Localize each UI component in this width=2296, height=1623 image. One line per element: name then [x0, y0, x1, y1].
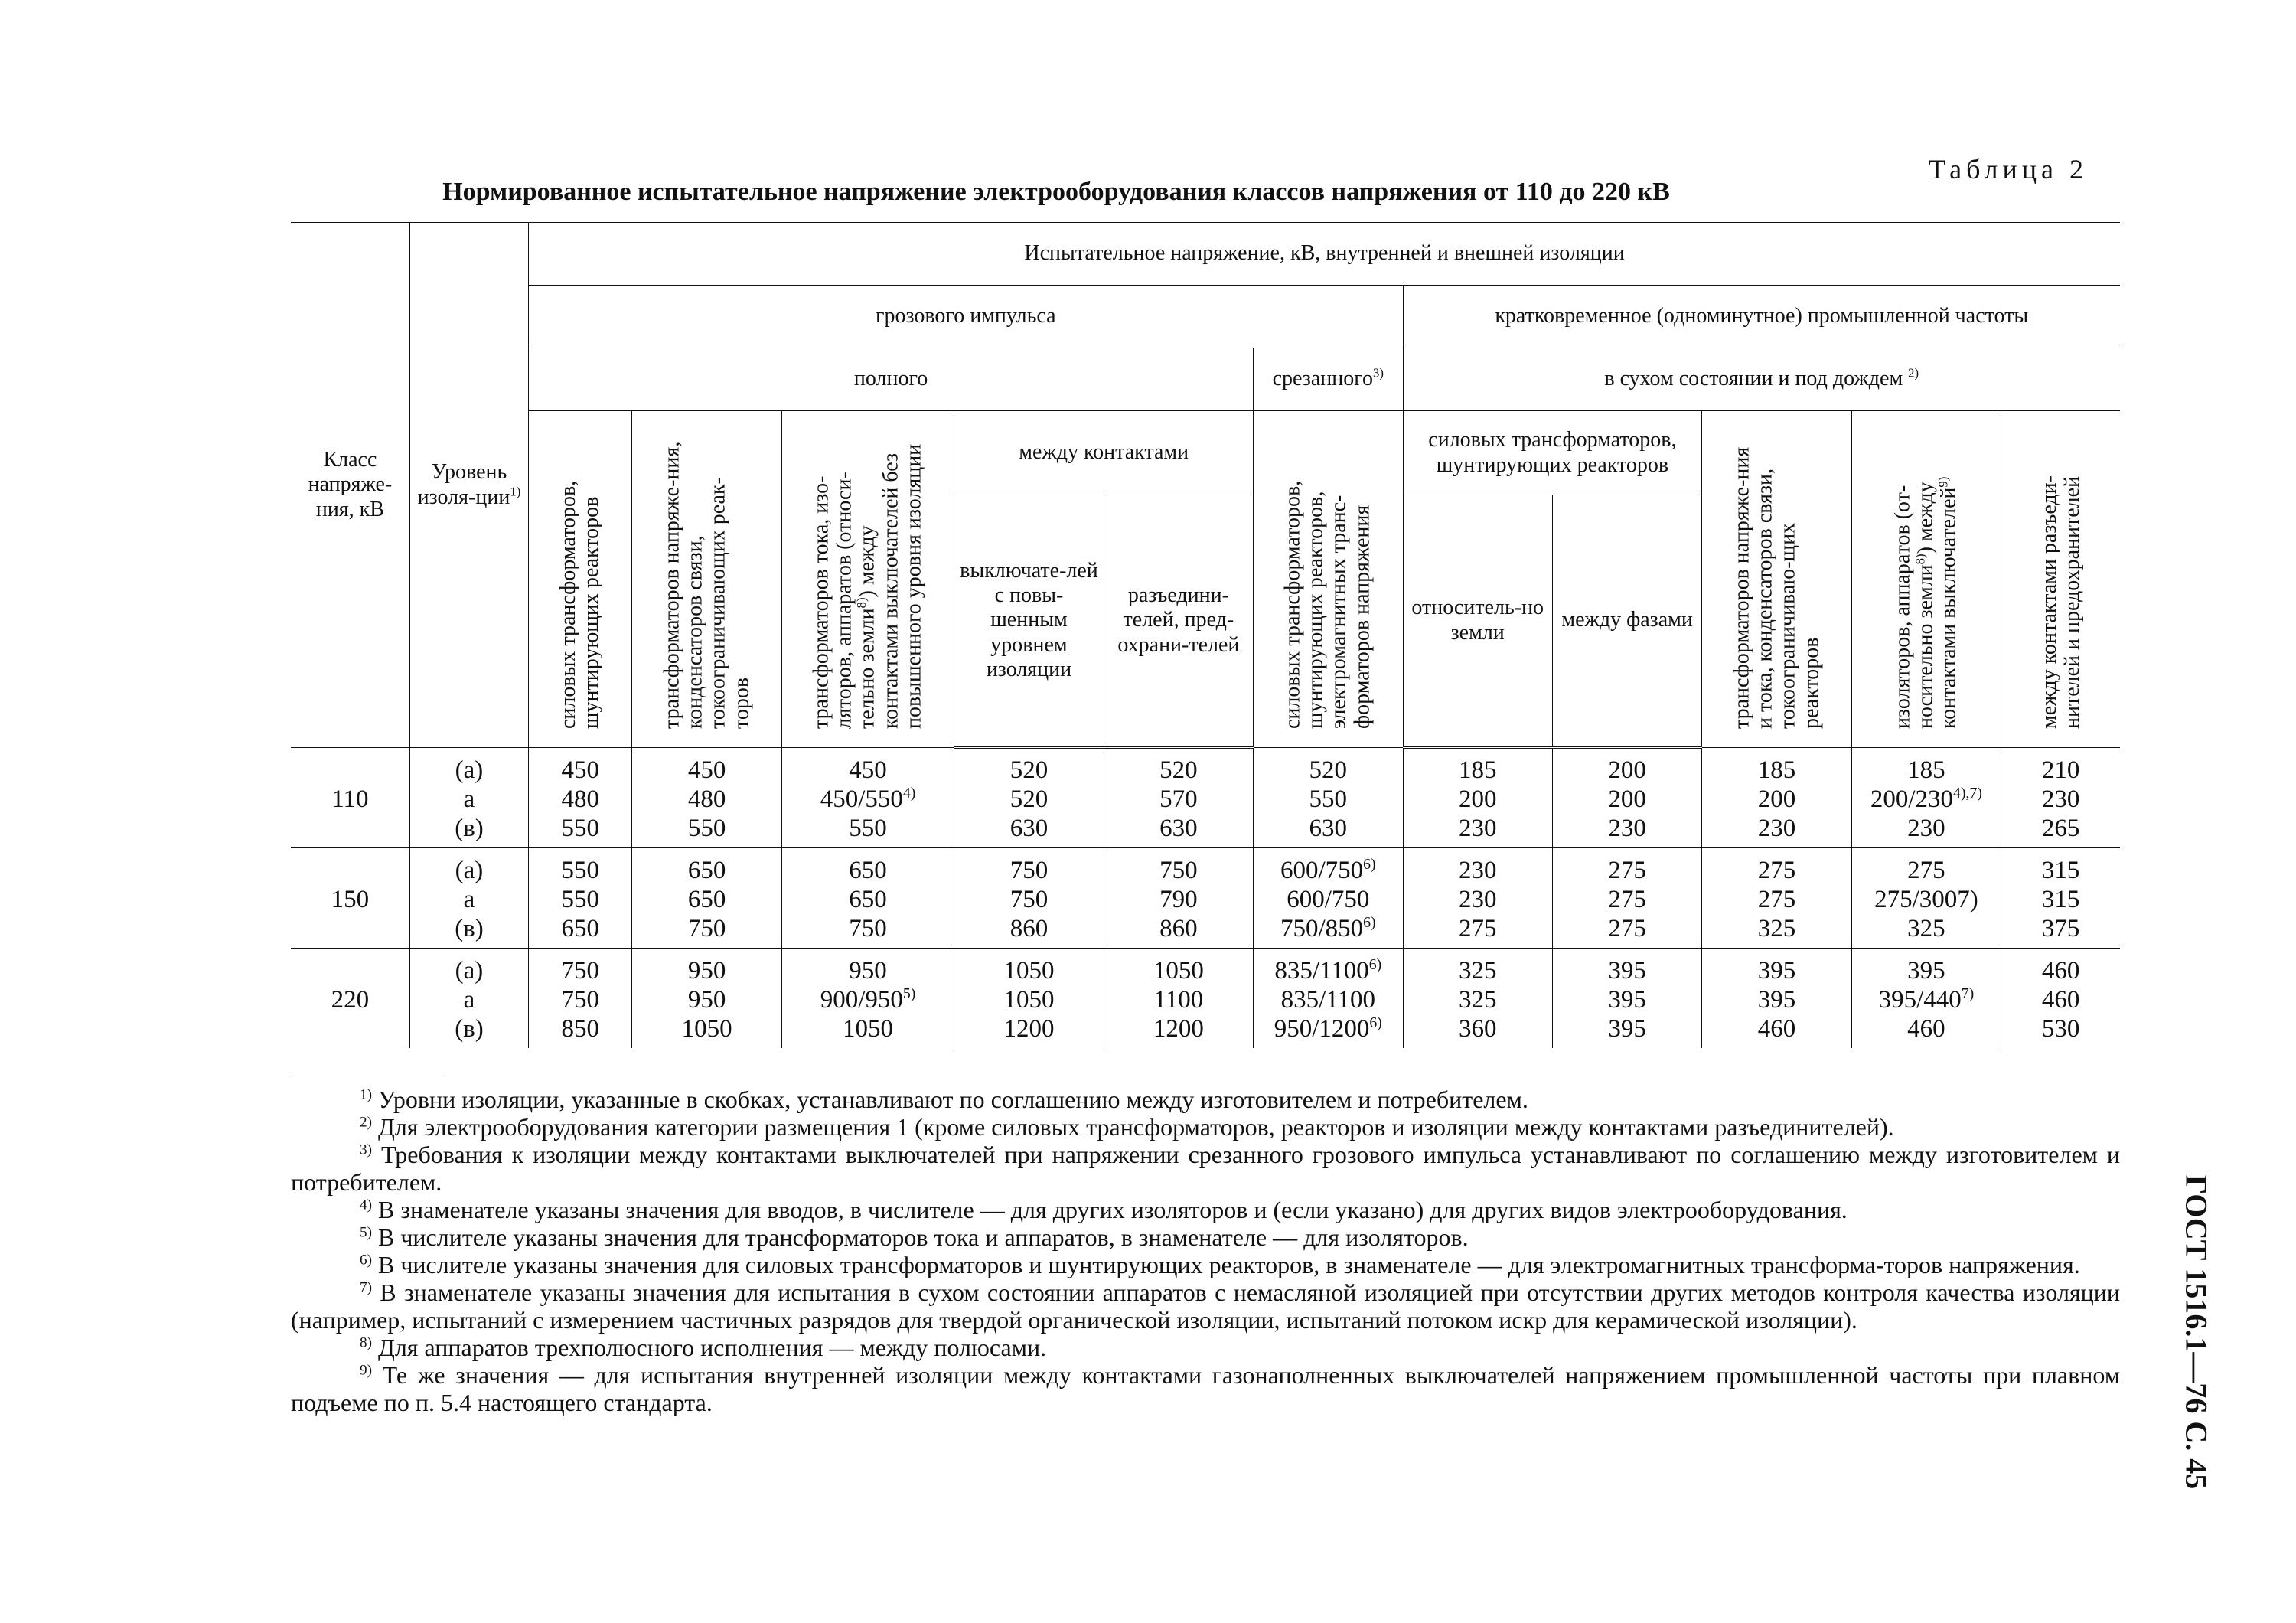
cell-value: 550: [561, 814, 600, 842]
cell-value: 480: [687, 785, 726, 813]
cell-value: 395: [1907, 956, 1945, 985]
cell-value: 750: [561, 985, 600, 1014]
cell-value: 750: [1159, 856, 1198, 884]
cell-value: 210: [2041, 756, 2080, 784]
value-cell: [632, 748, 781, 848]
cell-value: 325: [1757, 914, 1796, 942]
cell-value: 550: [687, 814, 726, 842]
cell-value: 200: [1757, 785, 1796, 813]
value-cell: [1851, 847, 2001, 948]
value-cell: [1702, 948, 1851, 1048]
row-levels: [409, 948, 528, 1048]
header-col-tr-toka: трансформаторов тока, изо-ляторов, аппаратов (относи-тельно земли$^{8)}$) между контактами выключателей без повышенного уровня изоляции: [781, 411, 954, 748]
cell-value: 275: [1608, 914, 1646, 942]
header-col-izolyatorov: изоляторов, аппаратов (от-носительно земли$^{8)}$) между контактами выключателей$^{9)}$: [1851, 411, 2001, 748]
value-cell: [2001, 948, 2120, 1048]
cell-value: 1200: [1003, 1014, 1055, 1043]
cell-value: 230: [1458, 885, 1497, 913]
value-cell: [954, 748, 1104, 848]
footnote: $^{6)}$ В числителе указаны значения для силовых трансформаторов и шунтирующих реакторов, в знаменателе — для электромагнитных трансформа-торов напряжения.: [360, 1251, 2080, 1278]
value-cell: [954, 948, 1104, 1048]
cell-value: 450: [687, 756, 726, 784]
header-col-silovyh: силовых трансформаторов, шунтирующих реакторов: [529, 411, 632, 748]
level-value: (в): [455, 914, 484, 942]
value-cell: [1851, 948, 2001, 1048]
cell-value: 460: [1907, 1014, 1945, 1043]
header-polnogo: полного: [529, 348, 1254, 411]
cell-value: 460: [2041, 956, 2080, 985]
row-klass: 110: [291, 748, 409, 848]
row-klass: 150: [291, 847, 409, 948]
cell-value: 790: [1159, 885, 1198, 913]
footnote: $^{2)}$ Для электрооборудования категории размещения 1 (кроме силовых трансформаторов, реакторов и изоляции между контактами разъединителей).: [360, 1113, 1894, 1141]
cell-value: 325: [1907, 914, 1945, 942]
level-value: (а): [455, 956, 484, 985]
header-kratko: кратковременное (одноминутное) промышленной частоты: [1403, 286, 2120, 348]
cell-value: 750: [687, 914, 726, 942]
cell-value: 185: [1757, 756, 1796, 784]
cell-value: 360: [1458, 1014, 1497, 1043]
level-value: а: [463, 985, 475, 1014]
cell-value: 450: [561, 756, 600, 784]
header-silovyh-suhom: силовых трансформаторов, шунтирующих реакторов: [1403, 411, 1702, 495]
footnote: $^{3)}$ Требования к изоляции между контактами выключателей при напряжении срезанного грозового импульса устанавливают по соглашению между изготовителем и потребителем.: [291, 1141, 2120, 1196]
value-cell: [1552, 948, 1701, 1048]
cell-value: 1050: [843, 1014, 894, 1043]
value-cell: [781, 748, 954, 848]
cell-value: 275: [1757, 856, 1796, 884]
cell-value: 230: [1458, 856, 1497, 884]
header-col-mezhdu-fazami: между фазами: [1552, 495, 1701, 748]
value-cell: [954, 847, 1104, 948]
cell-value: 835/1100$^{6)}$: [1274, 955, 1382, 985]
value-cell: [529, 948, 632, 1048]
cell-value: 570: [1159, 785, 1198, 813]
cell-value: 315: [2041, 885, 2080, 913]
cell-value: 860: [1009, 914, 1049, 942]
cell-value: 950: [687, 985, 726, 1014]
value-cell: [1552, 847, 1701, 948]
cell-value: 520: [1009, 785, 1049, 813]
value-cell: [1104, 847, 1253, 948]
cell-value: 1050: [1153, 956, 1204, 985]
cell-value: 275: [1757, 885, 1796, 913]
footnote: $^{8)}$ Для аппаратов трехполюсного исполнения — между полюсами.: [360, 1334, 1047, 1361]
value-cell: [1403, 847, 1552, 948]
cell-value: 750/850$^{6)}$: [1280, 913, 1376, 942]
cell-value: 900/950$^{5)}$: [820, 985, 916, 1014]
cell-value: 325: [1458, 956, 1497, 985]
value-cell: [1552, 748, 1701, 848]
header-ispyt: Испытательное напряжение, кВ, внутренней и внешней изоляции: [529, 223, 2120, 286]
cell-value: 520: [1159, 756, 1198, 784]
cell-value: 275: [1608, 885, 1646, 913]
cell-value: 835/1100: [1280, 985, 1376, 1014]
value-cell: [1702, 748, 1851, 848]
footnote: $^{9)}$ Те же значения — для испытания внутренней изоляции между контактами газонаполненных выключателей напряжением промышленной частоты при плавном подъеме по п. 5.4 настоящего стандарта.: [291, 1361, 2120, 1416]
cell-value: 550: [561, 885, 600, 913]
cell-value: 375: [2041, 914, 2080, 942]
cell-value: 860: [1159, 914, 1198, 942]
cell-value: 650: [687, 856, 726, 884]
cell-value: 1050: [1003, 956, 1055, 985]
cell-value: 395: [1757, 985, 1796, 1014]
cell-value: $200/230^{4),7)}$: [1870, 784, 1982, 813]
cell-value: 950: [849, 956, 887, 985]
footnote: $^{1)}$ Уровни изоляции, указанные в скобках, устанавливают по соглашению между изготовителем и потребителем.: [360, 1086, 1528, 1113]
cell-value: 200: [1608, 756, 1646, 784]
voltage-table: [291, 222, 2120, 1048]
cell-value: 750: [1009, 856, 1049, 884]
row-levels: [409, 847, 528, 948]
cell-value: 750: [1009, 885, 1049, 913]
cell-value: 550: [1309, 785, 1348, 813]
value-cell: [529, 847, 632, 948]
row-klass: 220: [331, 985, 370, 1014]
level-value: (а): [455, 856, 484, 884]
level-value: (в): [455, 1014, 484, 1043]
cell-value: 520: [1309, 756, 1348, 784]
cell-value: 650: [561, 914, 600, 942]
cell-value: 395: [1608, 985, 1646, 1014]
value-cell: [2001, 748, 2120, 848]
row-levels: [409, 748, 528, 848]
value-cell: [632, 948, 781, 1048]
table-row: [291, 847, 2120, 948]
cell-value: 265: [2041, 814, 2080, 842]
cell-value: 395: [1608, 956, 1646, 985]
cell-value: 200: [1458, 785, 1497, 813]
cell-value: 630: [1159, 814, 1198, 842]
cell-value: 600/750: [1287, 885, 1370, 913]
footnote: $^{5)}$ В числителе указаны значения для трансформаторов тока и аппаратов, в знаменателе — для изоляторов.: [360, 1223, 1469, 1251]
cell-value: 275/3007): [1874, 885, 1978, 913]
cell-value: 185: [1458, 756, 1497, 784]
header-suhom: в сухом состоянии и под дождем $^{2)}$: [1403, 348, 2120, 411]
cell-value: 230: [1757, 814, 1796, 842]
cell-value: 530: [2041, 1014, 2080, 1043]
table-row: [291, 948, 2120, 1048]
header-klass: Класс напряже-ния, кВ: [291, 223, 409, 748]
header-col-otn-zemli: относитель-но земли: [1403, 495, 1552, 748]
cell-value: 200: [1608, 785, 1646, 813]
cell-value: 395: [1757, 956, 1796, 985]
level-value: (а): [455, 756, 484, 784]
table-row: [291, 748, 2120, 848]
cell-value: 650: [849, 885, 887, 913]
value-cell: [1104, 948, 1253, 1048]
cell-value: 460: [2041, 985, 2080, 1014]
cell-value: 450: [849, 756, 887, 784]
cell-value: 275: [1907, 856, 1945, 884]
header-col-tr-napr-toka: трансформаторов напряже-ния и тока, конденсаторов связи, токоограничиваю-щих реакторов: [1702, 411, 1851, 748]
cell-value: 600/750$^{6)}$: [1280, 855, 1376, 884]
level-value: (в): [455, 814, 484, 842]
table-label: Таблица 2: [1929, 154, 2088, 185]
header-col-razedinitelei: между контактами разъеди-нителей и предохранителей: [2001, 411, 2120, 748]
value-cell: [1403, 748, 1552, 848]
page-side-label: ГОСТ 1516.1—76 С. 45: [2179, 1174, 2214, 1490]
cell-value: 480: [561, 785, 600, 813]
cell-value: 650: [687, 885, 726, 913]
cell-value: 650: [849, 856, 887, 884]
cell-value: 230: [2041, 785, 2080, 813]
header-uroven: Уровень изоля-ции$^{1)}$: [409, 223, 528, 748]
value-cell: [1254, 748, 1403, 848]
cell-value: 230: [1608, 814, 1646, 842]
cell-value: 850: [561, 1014, 600, 1043]
level-value: а: [463, 785, 475, 813]
value-cell: [2001, 847, 2120, 948]
header-srez: срезанного$^{3)}$: [1254, 348, 1403, 411]
value-cell: [1254, 948, 1403, 1048]
value-cell: [1254, 847, 1403, 948]
cell-value: 630: [1309, 814, 1348, 842]
cell-value: 230: [1907, 814, 1945, 842]
value-cell: [1104, 748, 1253, 848]
header-mezhdu-kont: между контактами: [954, 411, 1254, 495]
cell-value: 275: [1608, 856, 1646, 884]
cell-value: 750: [849, 914, 887, 942]
value-cell: [1403, 948, 1552, 1048]
level-value: а: [463, 885, 475, 913]
cell-value: 275: [1458, 914, 1497, 942]
cell-value: 315: [2041, 856, 2080, 884]
cell-value: 1100: [1153, 985, 1204, 1014]
cell-value: 230: [1458, 814, 1497, 842]
cell-value: 450/550$^{4)}$: [820, 784, 916, 813]
cell-value: 1050: [1003, 985, 1055, 1014]
header-col-tr-napr: трансформаторов напряже-ния, конденсаторов связи, токоограничивающих реак-торов: [632, 411, 781, 748]
header-col-vykl: выключате-лей с повы-шенным уровнем изоляции: [954, 495, 1104, 748]
cell-value: 325: [1458, 985, 1497, 1014]
header-col-srez-silovyh: силовых трансформаторов, шунтирующих реакторов, электромагнитных транс-форматоров напряжения: [1254, 411, 1403, 748]
cell-value: 520: [1009, 756, 1049, 784]
table-title: Нормированное испытательное напряжение электрооборудования классов напряжения от 110 до 220 кВ: [442, 178, 1670, 206]
cell-value: 630: [1009, 814, 1049, 842]
cell-value: 460: [1757, 1014, 1796, 1043]
value-cell: [529, 748, 632, 848]
cell-value: 950: [687, 956, 726, 985]
footnotes: [291, 1086, 2120, 1416]
value-cell: [1702, 847, 1851, 948]
value-cell: [1851, 748, 2001, 848]
cell-value: 550: [561, 856, 600, 884]
cell-value: 395/440$^{7)}$: [1878, 985, 1975, 1014]
header-col-razed: разъедини-телей, пред-охрани-телей: [1104, 495, 1253, 748]
cell-value: 395: [1608, 1014, 1646, 1043]
cell-value: 185: [1907, 756, 1945, 784]
value-cell: [781, 847, 954, 948]
value-cell: [781, 948, 954, 1048]
footnote: $^{7)}$ В знаменателе указаны значения для испытания в сухом состоянии аппаратов с немасляной изоляцией при отсутствии других методов контроля качества изоляции (например, испытаний с измерением частичных разрядов для твердой органической изоляции, испытаний потоком искр для керамической изоляции).: [291, 1278, 2120, 1334]
cell-value: 950/1200$^{6)}$: [1274, 1014, 1382, 1043]
value-cell: [632, 847, 781, 948]
cell-value: 1050: [681, 1014, 732, 1043]
header-groz: грозового импульса: [529, 286, 1403, 348]
cell-value: 750: [561, 956, 600, 985]
cell-value: 1200: [1153, 1014, 1204, 1043]
cell-value: 550: [849, 814, 887, 842]
footnote: $^{4)}$ В знаменателе указаны значения для вводов, в числителе — для других изоляторов и (если указано) для других видов электрооборудования.: [360, 1196, 1848, 1223]
